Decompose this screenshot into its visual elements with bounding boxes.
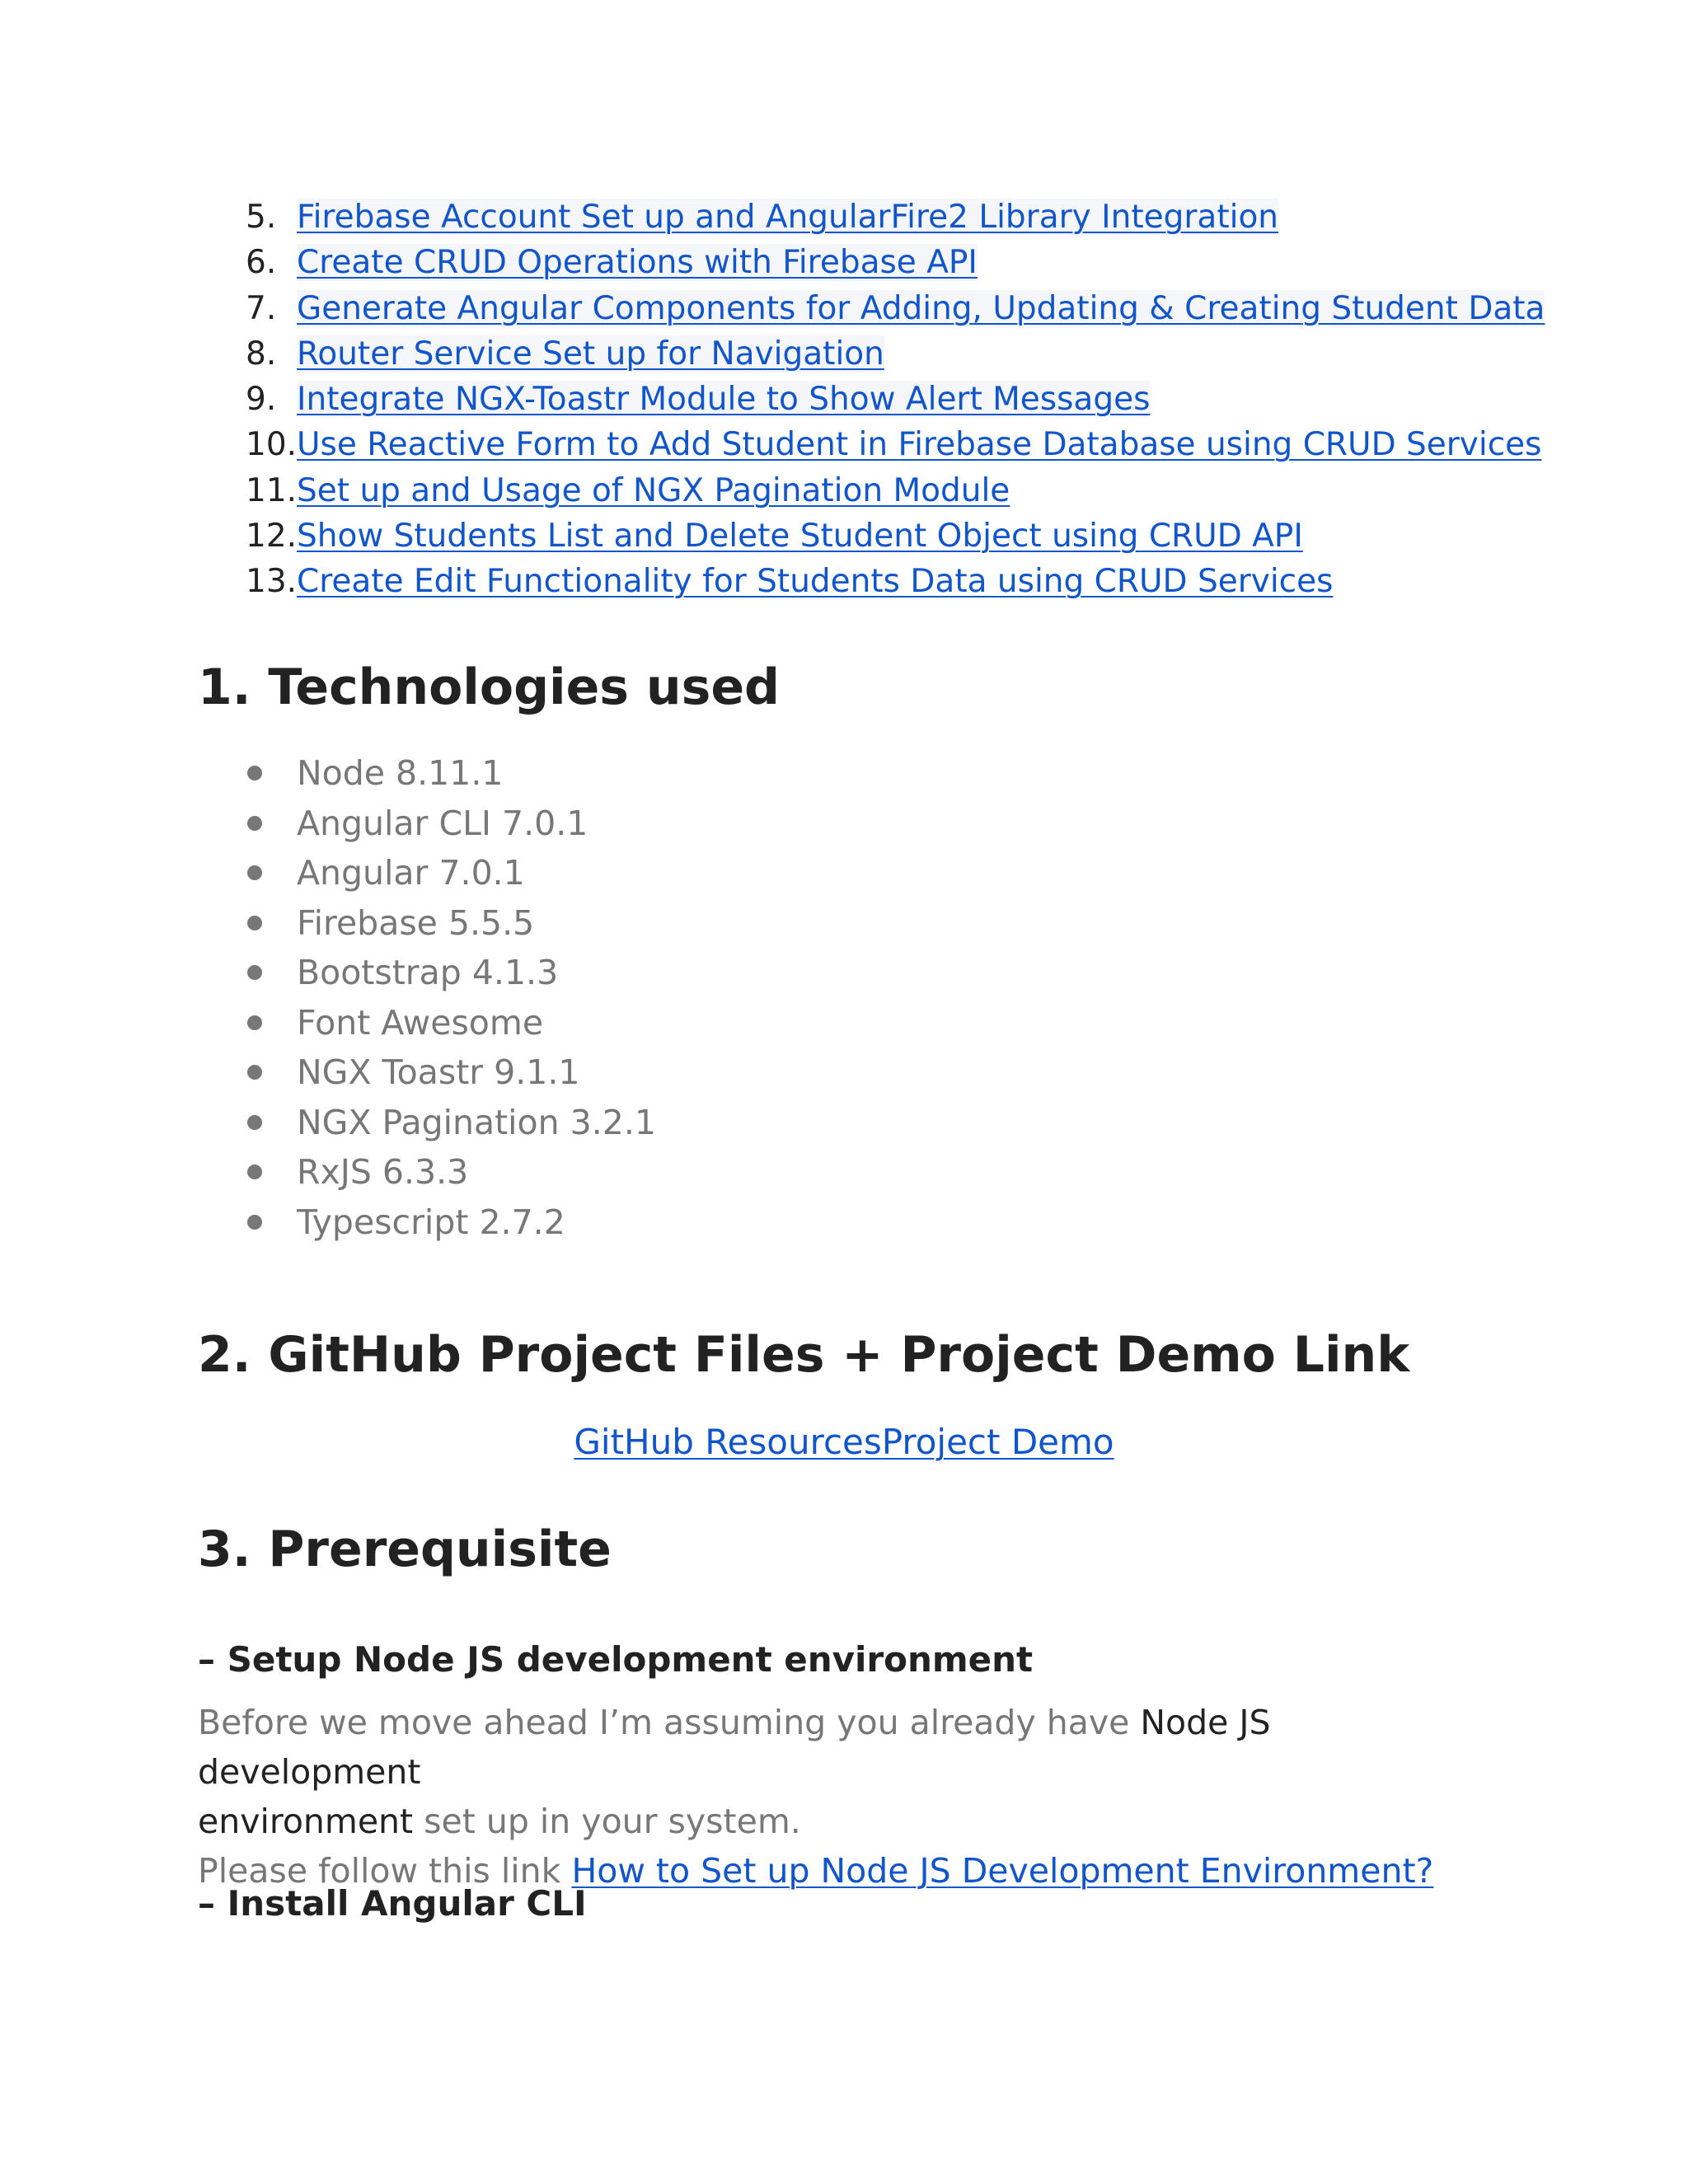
toc-item <box>246 422 1545 467</box>
para-text: Please follow this link <box>198 1851 572 1891</box>
toc-number: 6. <box>246 244 277 282</box>
toc-item <box>246 377 1545 422</box>
bullet-icon <box>247 766 262 780</box>
tech-label: Typescript 2.7.2 <box>297 1202 565 1242</box>
toc-link-router-service[interactable]: Router Service Set up for Navigation <box>297 335 884 373</box>
toc-item <box>246 194 1545 240</box>
toc-link-edit-functionality[interactable]: Create Edit Functionality for Students Data using CRUD Services <box>297 563 1334 601</box>
node-setup-paragraph <box>198 1698 1484 1896</box>
toc-item <box>246 513 1545 559</box>
toc-item <box>246 468 1545 513</box>
project-links <box>0 1418 1688 1467</box>
toc-number: 7. <box>246 289 277 327</box>
para-emphasis: Node JS development <box>198 1703 1271 1792</box>
para-text: Before we move ahead I’m assuming you already have <box>198 1703 1141 1742</box>
tech-label: NGX Pagination 3.2.1 <box>297 1102 656 1142</box>
bullet-icon <box>247 1115 262 1130</box>
tech-label: Firebase 5.5.5 <box>297 902 535 943</box>
list-item <box>247 948 656 998</box>
toc-number: 12. <box>246 518 298 555</box>
toc-item <box>246 331 1545 377</box>
toc-number: 5. <box>246 199 277 236</box>
list-item <box>247 1098 656 1148</box>
toc-link-generate-components[interactable]: Generate Angular Components for Adding, Updating & Creating Student Data <box>297 289 1545 327</box>
tech-label: Angular 7.0.1 <box>297 853 525 893</box>
toc-link-students-list[interactable]: Show Students List and Delete Student Object using CRUD API <box>297 518 1303 555</box>
toc-number: 11. <box>246 471 298 509</box>
node-setup-subheading: – Setup Node JS development environment <box>198 1639 1034 1680</box>
toc-number: 10. <box>246 426 298 464</box>
toc-item <box>246 559 1545 604</box>
tech-label: Font Awesome <box>297 1002 544 1043</box>
github-heading: 2. GitHub Project Files + Project Demo Link <box>198 1326 1410 1384</box>
tech-label: NGX Toastr 9.1.1 <box>297 1052 580 1092</box>
toc-item <box>246 286 1545 331</box>
bullet-icon <box>247 1065 262 1080</box>
bullet-icon <box>247 1015 262 1030</box>
bullet-icon <box>247 1215 262 1230</box>
toc-number: 8. <box>246 335 277 373</box>
toc-item <box>246 240 1545 285</box>
technologies-heading: 1. Technologies used <box>198 658 780 716</box>
tech-label: Bootstrap 4.1.3 <box>297 953 559 992</box>
bullet-icon <box>247 965 262 980</box>
toc-number: 13. <box>246 563 298 601</box>
list-item <box>247 1147 656 1197</box>
github-resources-link[interactable]: GitHub Resources <box>574 1422 882 1462</box>
toc-number: 9. <box>246 381 277 419</box>
para-text: set up in your system. <box>413 1802 801 1841</box>
list-item <box>247 998 656 1048</box>
list-item <box>247 1047 656 1098</box>
bullet-icon <box>247 1165 262 1179</box>
para-emphasis: environment <box>198 1802 414 1841</box>
toc-link-crud-operations[interactable]: Create CRUD Operations with Firebase API <box>297 244 978 282</box>
tech-label: Node 8.11.1 <box>297 753 504 793</box>
tech-label: RxJS 6.3.3 <box>297 1152 469 1192</box>
bullet-icon <box>247 816 262 831</box>
list-item <box>247 1197 656 1248</box>
toc-link-firebase-setup[interactable]: Firebase Account Set up and AngularFire2 Library Integration <box>297 199 1279 236</box>
technologies-list <box>247 748 656 1247</box>
prerequisite-heading: 3. Prerequisite <box>198 1521 612 1578</box>
bullet-icon <box>247 916 262 930</box>
list-item <box>247 799 656 849</box>
toc-link-reactive-form[interactable]: Use Reactive Form to Add Student in Firebase Database using CRUD Services <box>297 426 1542 464</box>
project-demo-link[interactable]: Project Demo <box>881 1422 1114 1462</box>
bullet-icon <box>247 865 262 880</box>
node-setup-guide-link[interactable]: How to Set up Node JS Development Environment? <box>571 1851 1434 1891</box>
list-item <box>247 898 656 949</box>
list-item <box>247 748 656 799</box>
toc-link-ngx-toastr[interactable]: Integrate NGX-Toastr Module to Show Alert Messages <box>297 381 1151 419</box>
tech-label: Angular CLI 7.0.1 <box>297 803 588 843</box>
toc-link-ngx-pagination[interactable]: Set up and Usage of NGX Pagination Module <box>297 471 1010 509</box>
install-cli-subheading: – Install Angular CLI <box>198 1883 587 1924</box>
table-of-contents <box>246 194 1545 605</box>
list-item <box>247 848 656 898</box>
